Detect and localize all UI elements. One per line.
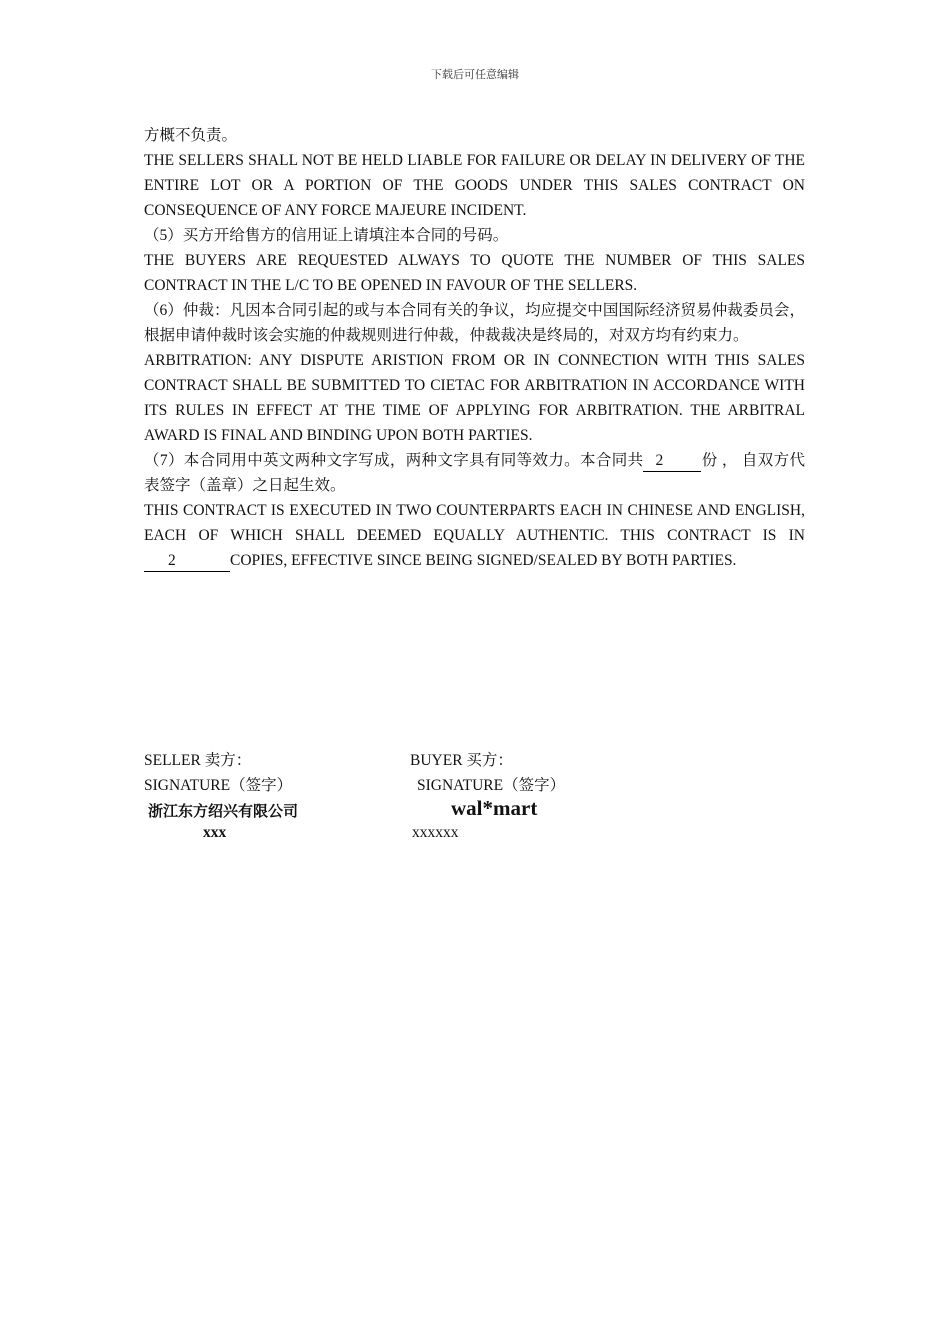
seller-signature-label: SIGNATURE（签字） [144,777,293,794]
contract-body [144,123,805,573]
seller-company: 浙江东方绍兴有限公司 [148,802,299,820]
clause-7-en [144,498,805,573]
clause-7-en-after: COPIES, EFFECTIVE SINCE BEING SIGNED/SEALED BY BOTH PARTIES. [230,552,737,569]
buyer-company: wal*mart [451,796,538,820]
buyer-label: BUYER 买方： [410,752,513,769]
copies-blank-en: 2 [144,551,230,572]
seller-name: xxx [203,824,227,841]
page-header: 下载后可任意编辑 [431,68,519,81]
force-majeure-cn: 方概不负责。 [144,127,238,144]
force-majeure-en: THE SELLERS SHALL NOT BE HELD LIABLE FOR FAILURE OR DELAY IN DELIVERY OF THE ENTIRE LOT OR A PORTION OF THE GOODS UNDER THIS SALES CONTRACT ON CONSEQUENCE OF ANY FORCE MAJEURE INCIDENT. [144,152,805,219]
clause-7-cn-after: 份 ， 自双方代表签字（盖章）之日起生效。 [144,452,805,494]
clause-5-en: THE BUYERS ARE REQUESTED ALWAYS TO QUOTE THE NUMBER OF THIS SALES CONTRACT IN THE L/C TO BE OPENED IN FAVOUR OF THE SELLERS. [144,252,805,294]
clause-5-cn: （5）买方开给售方的信用证上请填注本合同的号码。 [144,227,509,244]
clause-7-cn [144,448,805,498]
clause-7-en-before: THIS CONTRACT IS EXECUTED IN TWO COUNTERPARTS EACH IN CHINESE AND ENGLISH, EACH OF WHICH SHALL DEEMED EQUALLY AUTHENTIC. THIS CONTRACT IS IN [144,502,805,544]
copies-blank-cn: 2 [643,451,701,472]
buyer-name: xxxxxx [412,824,459,841]
clause-6-en: ARBITRATION: ANY DISPUTE ARISTION FROM OR IN CONNECTION WITH THIS SALES CONTRACT SHALL BE SUBMITTED TO CIETAC FOR ARBITRATION IN ACCORDANCE WITH ITS RULES IN EFFECT AT THE TIME OF APPLYING FOR ARBITRATION. THE ARBITRAL AWARD IS FINAL AND BINDING UPON BOTH PARTIES. [144,352,805,444]
clause-6-cn: （6）仲裁：凡因本合同引起的或与本合同有关的争议，均应提交中国国际经济贸易仲裁委员会，根据申请仲裁时该会实施的仲裁规则进行仲裁，仲裁裁决是终局的，对双方均有约束力。 [144,302,805,344]
buyer-signature-label: SIGNATURE（签字） [417,777,566,794]
seller-label: SELLER 卖方： [144,752,252,769]
clause-7-cn-before: （7）本合同用中英文两种文字写成，两种文字具有同等效力。本合同共 [144,452,644,469]
